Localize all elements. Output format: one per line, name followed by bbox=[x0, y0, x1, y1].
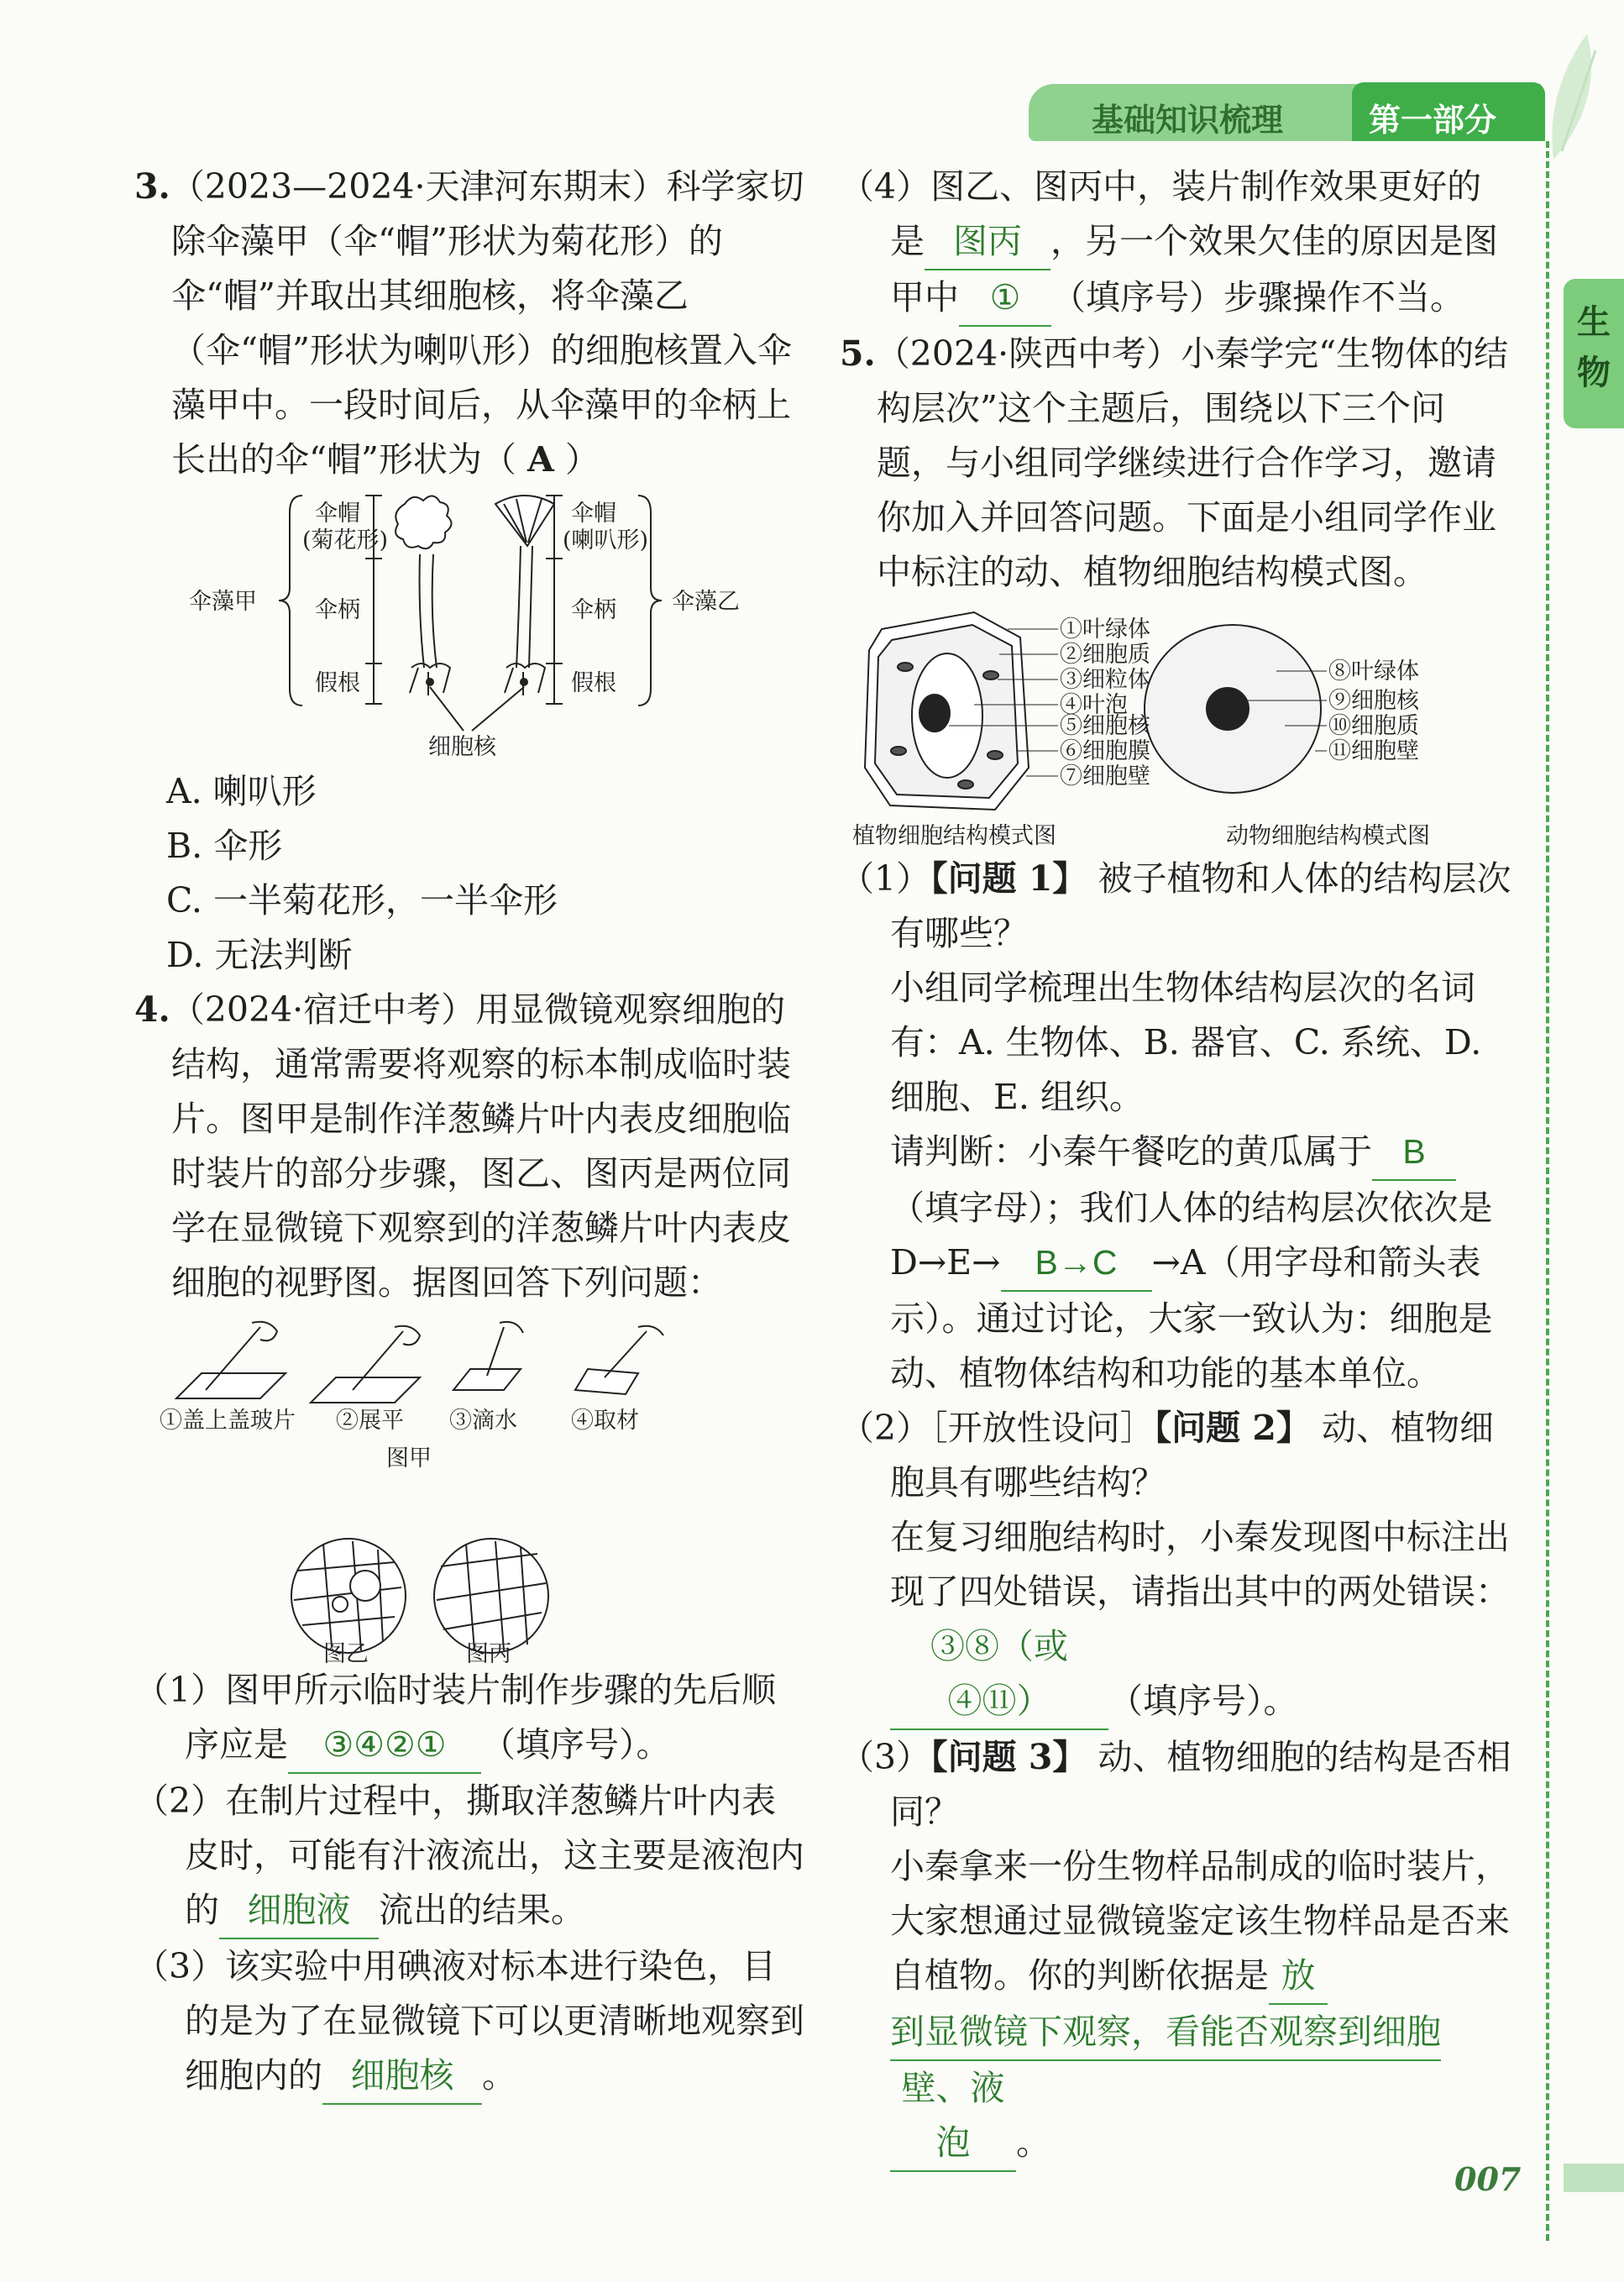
answer-blank: 细胞液 bbox=[219, 1883, 379, 1939]
question-text: （2023—2024·天津河东期末）科学家切除伞藻甲（伞“帽”形状为菊花形）的伞“帽”并取出其细胞核，将伞藻乙（伞“帽”形状为喇叭形）的细胞核置入伞藻甲中。一段时间后，从伞藻甲的伞柄上长出的伞“帽”形状为（ bbox=[170, 166, 804, 480]
question-number: 4. bbox=[134, 989, 170, 1030]
step-label: ②展平 bbox=[336, 1408, 404, 1434]
text: （2）［开放性设问］ bbox=[840, 1408, 1155, 1448]
step-label: ③滴水 bbox=[449, 1408, 517, 1434]
question-3 bbox=[134, 160, 806, 487]
label-stalk: 伞柄 bbox=[315, 597, 360, 623]
paren-close: ） bbox=[564, 439, 600, 480]
question-text: （2024·宿迁中考）用显微镜观察细胞的结构，通常需要将观察的标本制成临时装片。图甲是制作洋葱鳞片叶内表皮细胞临时装片的部分步骤，图乙、图丙是两位同学在显微镜下观察到的洋葱鳞片叶内表皮细胞的视野图。据图回答下列问题： bbox=[170, 989, 791, 1303]
text: 动、植物细胞的结构是否相同？ bbox=[890, 1737, 1511, 1832]
text: （1） bbox=[840, 858, 931, 899]
left-column bbox=[134, 160, 806, 2105]
q4-part-3 bbox=[134, 1939, 806, 2105]
q4-part-4 bbox=[840, 160, 1511, 327]
answer-blank: 放 bbox=[1269, 1949, 1328, 2005]
plant-label: ⑦细胞壁 bbox=[1060, 763, 1150, 790]
step-label: ①盖上盖玻片 bbox=[160, 1408, 296, 1434]
text: （3） bbox=[840, 1737, 931, 1777]
option-b: B. 伞形 bbox=[166, 826, 283, 866]
option-c: C. 一半菊花形，一半伞形 bbox=[166, 880, 558, 921]
text: （4）图乙、图丙中，装片制作效果更好的是 bbox=[840, 166, 1482, 261]
q5-part-3 bbox=[840, 1730, 1511, 1839]
answer-blank: B→C bbox=[1001, 1235, 1152, 1292]
label-cap: 伞帽 bbox=[571, 501, 616, 527]
figure-caption-bing: 图丙 bbox=[466, 1641, 511, 1663]
question-number: 3. bbox=[134, 166, 170, 207]
animal-caption: 动物细胞结构模式图 bbox=[1226, 823, 1430, 849]
answer-blank: 到显微镜下观察，看能否观察到细胞 bbox=[890, 2005, 1441, 2061]
animal-label: ⑨细胞核 bbox=[1328, 688, 1419, 714]
text: （3）该实验中用碘液对标本进行染色，目的是为了在显微镜下可以更清晰地观察到细胞内的 bbox=[134, 1946, 804, 2096]
q4-part-1 bbox=[134, 1663, 806, 1774]
text: 流出的结果。 bbox=[379, 1890, 585, 1930]
q5-part-3-text bbox=[840, 1839, 1511, 2172]
option-d: D. 无法判断 bbox=[166, 935, 353, 975]
q5-part-1 bbox=[840, 852, 1511, 961]
text: （填序号）。 bbox=[481, 1724, 671, 1765]
dashed-margin-line bbox=[1546, 141, 1549, 2241]
text: 请判断：小秦午餐吃的黄瓜属于 bbox=[890, 1131, 1372, 1172]
text: 被子植物和人体的结构层次有哪些？ bbox=[890, 858, 1511, 953]
question-number: 5. bbox=[840, 333, 876, 374]
text: （填字母）；我们人体的结构层次依次是D→E→ bbox=[890, 1188, 1493, 1283]
q5-part-2 bbox=[840, 1401, 1511, 1510]
onion-slide-figure bbox=[134, 1310, 806, 1663]
label-rhizoid: 假根 bbox=[315, 670, 360, 696]
animal-label: ⑧叶绿体 bbox=[1328, 658, 1419, 685]
subject-side-tab bbox=[1564, 279, 1624, 428]
section-title: 基础知识梳理 bbox=[1092, 102, 1284, 139]
cell-diagram bbox=[840, 600, 1511, 852]
answer-blank: 细胞核 bbox=[322, 2049, 482, 2105]
label-left-algae: 伞藻甲 bbox=[189, 589, 257, 615]
label-right-algae: 伞藻乙 bbox=[672, 589, 740, 615]
text: （2）在制片过程中，撕取洋葱鳞片叶内表皮时，可能有汁液流出，这主要是液泡内的 bbox=[134, 1781, 804, 1930]
q5-part-2-text bbox=[840, 1510, 1511, 1730]
label-cap: 伞帽 bbox=[315, 501, 360, 527]
animal-label: ⑩细胞质 bbox=[1328, 713, 1419, 739]
question-text: （2024·陕西中考）小秦学完“生物体的结构层次”这个主题后，围绕以下三个问题，与小组同学继续进行合作学习，邀请你加入并回答问题。下面是小组同学作业中标注的动、植物细胞结构模式图。 bbox=[875, 333, 1509, 592]
q4-part-2 bbox=[134, 1774, 806, 1939]
answer-blank: ③⑧（或④⑪） bbox=[890, 1619, 1108, 1730]
page-strip bbox=[1564, 2164, 1624, 2192]
text: →A（用字母和箭头表示）。通过讨论，大家一致认为：细胞是动、植物体结构和功能的基本单位。 bbox=[890, 1242, 1493, 1393]
text: 。 bbox=[482, 2055, 516, 2096]
page-number: 007 bbox=[1454, 2160, 1522, 2198]
part-title: 第一部分 bbox=[1369, 102, 1497, 139]
label-stalk: 伞柄 bbox=[571, 597, 616, 623]
problem-label: 【问题 3】 bbox=[930, 1737, 1087, 1777]
label-cap-shape: (喇叭形) bbox=[563, 527, 649, 553]
text: ，另一个效果欠佳的原因是图甲中 bbox=[890, 221, 1498, 317]
animal-label: ⑪细胞壁 bbox=[1328, 738, 1419, 764]
answer-blank: ③④②① bbox=[288, 1718, 481, 1774]
text: 。 bbox=[1016, 2122, 1050, 2163]
q5-part-1-answer bbox=[840, 1125, 1511, 1401]
plant-label: ③细粒体 bbox=[1060, 667, 1150, 693]
plant-label: ⑥细胞膜 bbox=[1060, 738, 1150, 764]
text: 小秦拿来一份生物样品制成的临时装片，大家想通过显微镜鉴定该生物样品是否来自植物。你的判断依据是 bbox=[890, 1846, 1510, 1996]
plant-label: ⑤细胞核 bbox=[1060, 713, 1150, 739]
text: （填序号）步骤操作不当。 bbox=[1051, 277, 1464, 317]
answer-choice: A bbox=[526, 439, 554, 480]
option-a: A. 喇叭形 bbox=[166, 771, 317, 811]
text: （填序号）。 bbox=[1108, 1681, 1298, 1721]
question-5 bbox=[840, 327, 1511, 600]
plant-label: ④叶泡 bbox=[1060, 692, 1128, 718]
text: （1）图甲所示临时装片制作步骤的先后顺序应是 bbox=[134, 1670, 777, 1765]
answer-blank: B bbox=[1372, 1125, 1456, 1181]
right-column bbox=[840, 160, 1511, 2172]
answer-blank: ① bbox=[959, 270, 1051, 327]
side-tab-char: 物 bbox=[1577, 354, 1611, 392]
acetabularia-figure bbox=[134, 487, 806, 764]
answer-blank: 图丙 bbox=[925, 214, 1050, 270]
question-4 bbox=[134, 983, 806, 1310]
q5-part-1-text: 小组同学梳理出生物体结构层次的名词有：A. 生物体、B. 器官、C. 系统、D. 细胞、E. 组织。 bbox=[890, 968, 1482, 1117]
text: 在复习细胞结构时，小秦发现图中标注出现了四处错误，请指出其中的两处错误： bbox=[890, 1517, 1510, 1612]
label-rhizoid: 假根 bbox=[571, 670, 616, 696]
figure-caption-jia: 图甲 bbox=[386, 1445, 432, 1471]
plant-caption: 植物细胞结构模式图 bbox=[852, 823, 1056, 849]
label-cap-shape: (菊花形) bbox=[302, 527, 389, 553]
answer-blank: 壁、液泡 bbox=[890, 2061, 1016, 2172]
figure-caption-yi: 图乙 bbox=[323, 1641, 369, 1663]
step-label: ④取材 bbox=[571, 1408, 639, 1434]
text: 动、植物细胞具有哪些结构？ bbox=[890, 1408, 1494, 1503]
problem-label: 【问题 1】 bbox=[930, 858, 1087, 899]
label-nucleus: 细胞核 bbox=[428, 734, 496, 760]
problem-label: 【问题 2】 bbox=[1154, 1408, 1311, 1448]
plant-label: ①叶绿体 bbox=[1060, 616, 1150, 643]
side-tab-char: 生 bbox=[1577, 303, 1611, 342]
plant-label: ②细胞质 bbox=[1060, 642, 1150, 668]
